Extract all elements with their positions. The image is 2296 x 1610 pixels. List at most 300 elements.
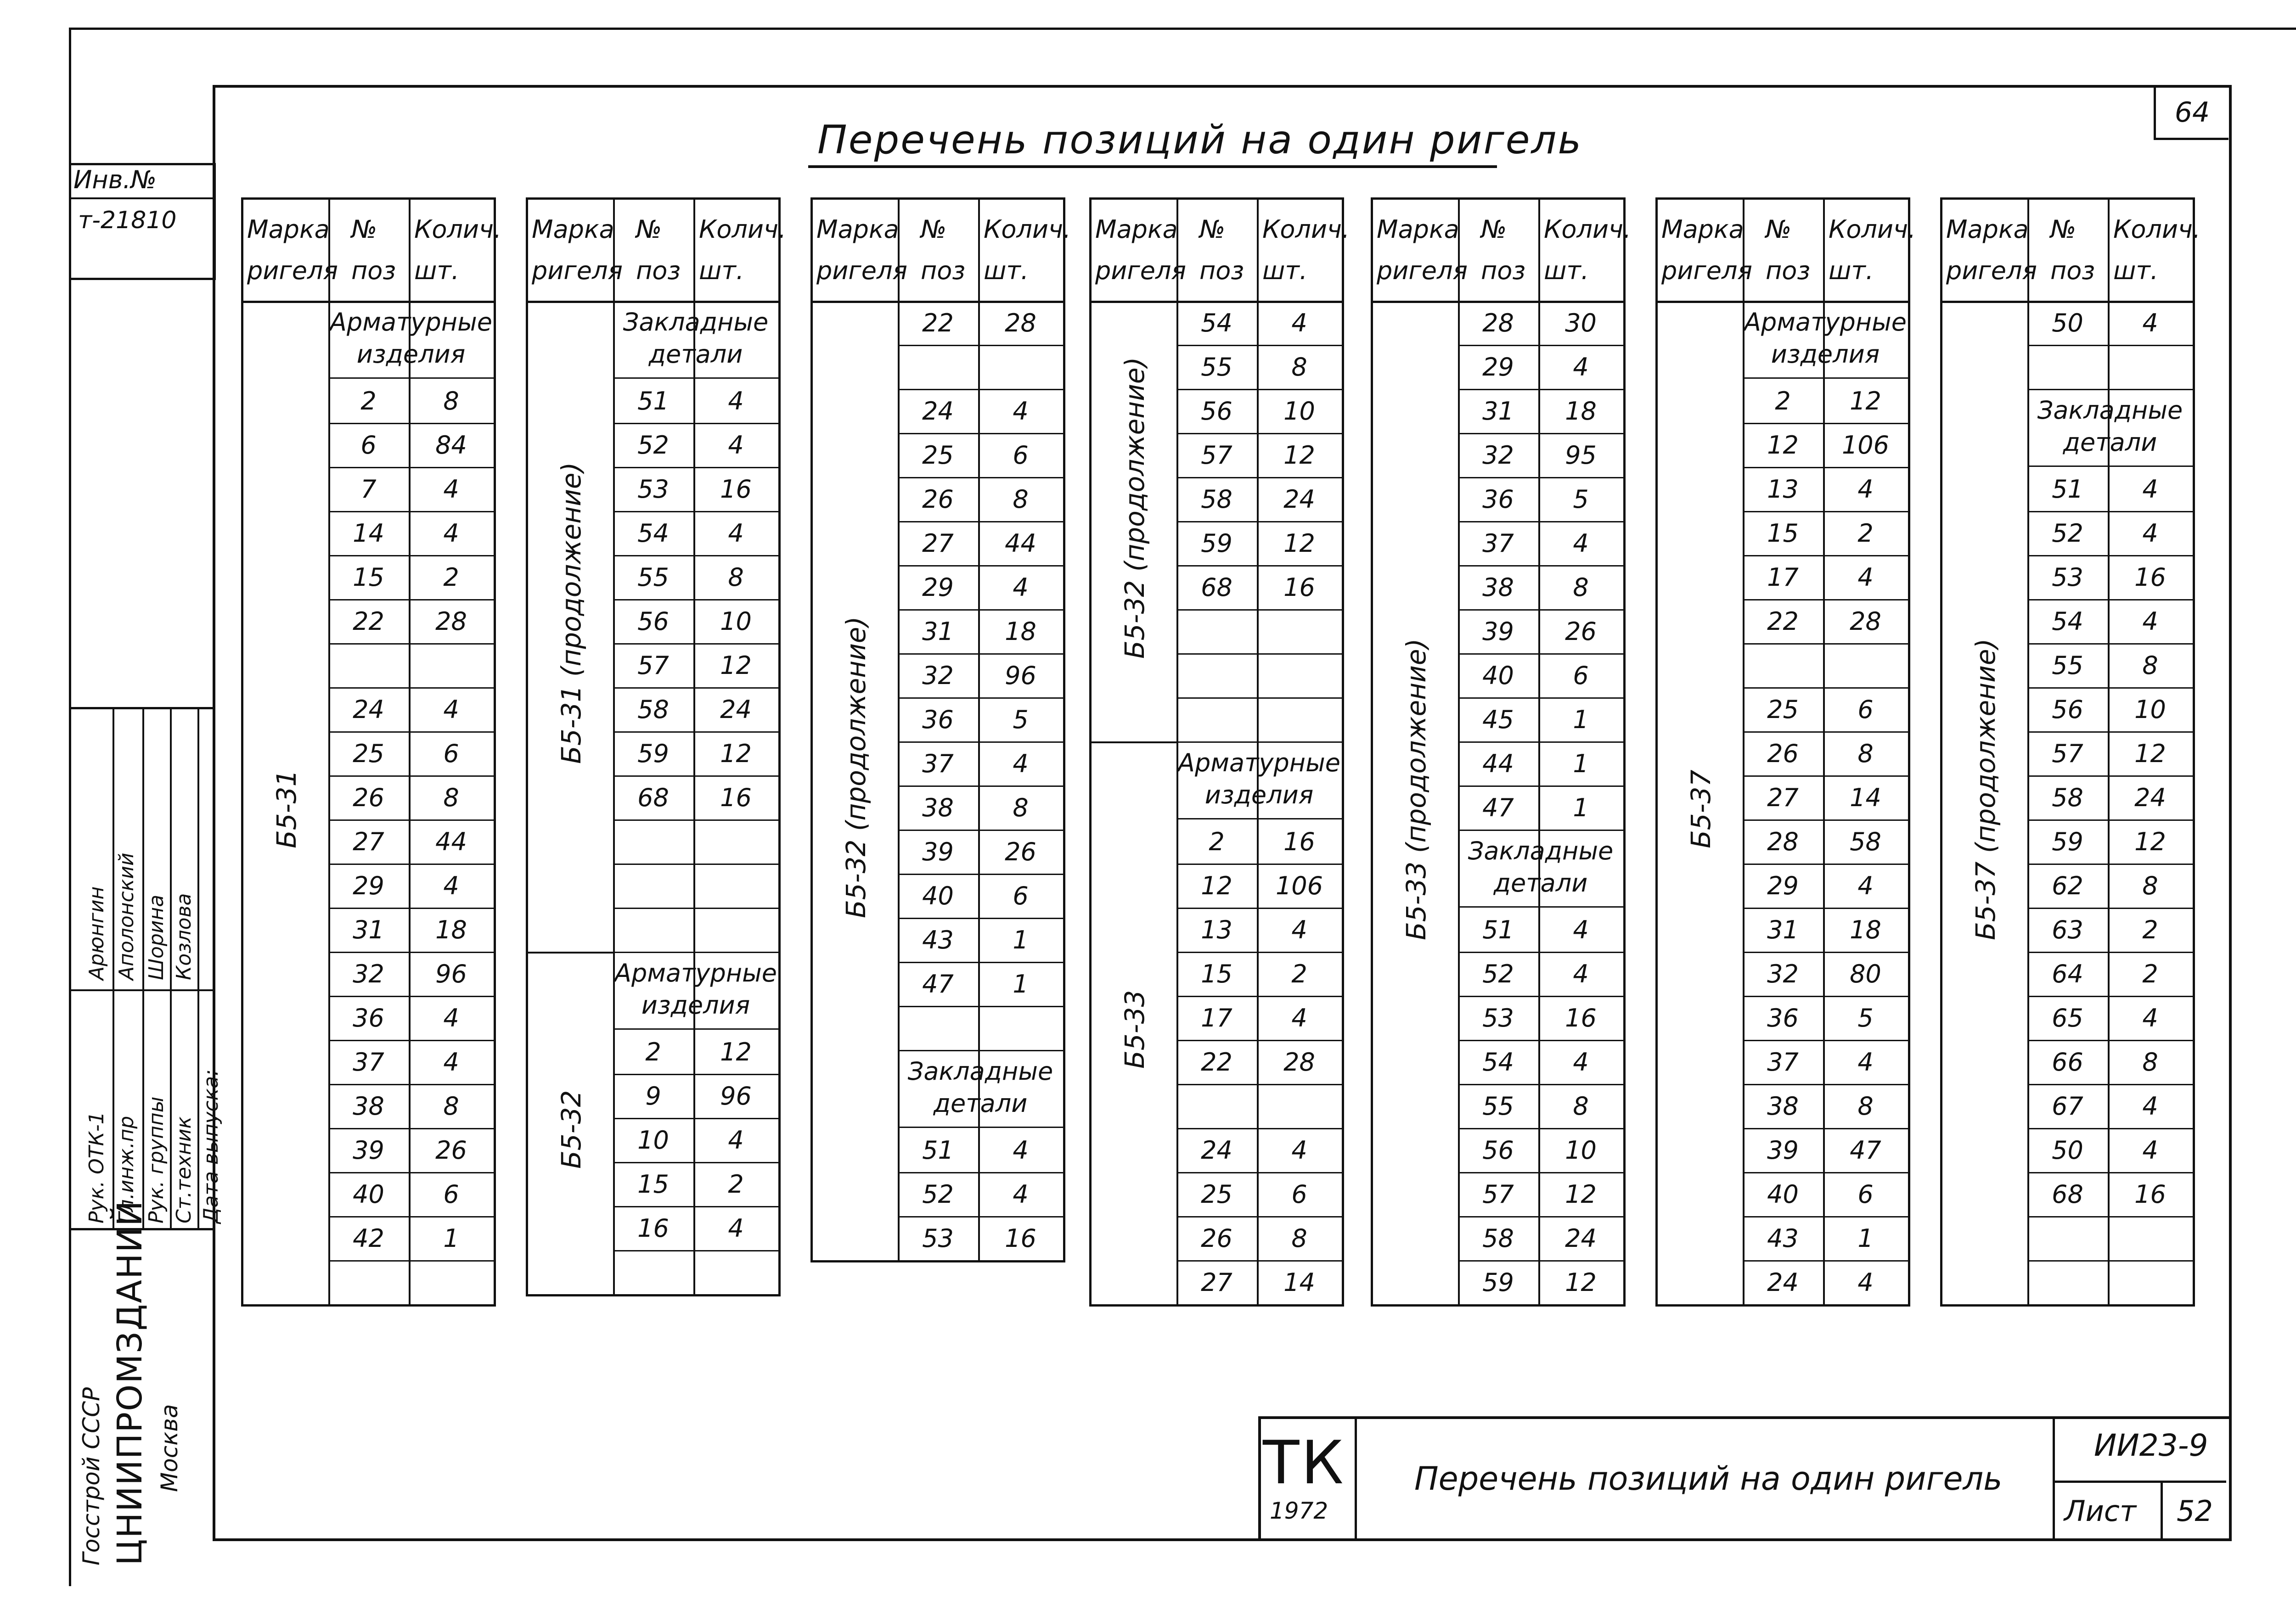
position-number: 32	[353, 959, 384, 988]
position-number: 29	[1482, 352, 1514, 381]
quantity	[2108, 1260, 2193, 1304]
table-row	[1176, 1128, 1342, 1173]
section-heading: Арматурные изделия	[1743, 306, 1908, 379]
quantity	[693, 908, 778, 952]
header-col3-line: Колич.	[1262, 215, 1350, 244]
position-number: 54	[1201, 308, 1232, 337]
quantity: 4	[1013, 572, 1029, 602]
org-line1: Госстрой СССР	[78, 1387, 105, 1565]
table-row	[1176, 864, 1342, 909]
header-col1-line: ригеля	[247, 256, 338, 285]
quantity: 14	[1283, 1268, 1315, 1297]
table-row	[328, 996, 494, 1041]
table-row	[898, 1216, 1063, 1262]
position-number: 52	[2052, 518, 2083, 548]
header-col3-line: Колич.	[1544, 215, 1632, 244]
position-number: 17	[1767, 562, 1799, 592]
position-number: 59	[1482, 1268, 1514, 1297]
header-col3-line: шт.	[1544, 256, 1589, 285]
table-row	[328, 1040, 494, 1085]
quantity: 4	[443, 871, 459, 900]
quantity: 5	[1013, 705, 1029, 734]
position-number: 51	[637, 386, 669, 415]
table-row	[328, 379, 494, 424]
header-col2-line: №	[921, 215, 947, 244]
quantity	[978, 1006, 1063, 1050]
position-number: 7	[360, 474, 377, 504]
position-number: 40	[353, 1179, 384, 1209]
quantity: 4	[1573, 915, 1589, 944]
quantity: 16	[2134, 1179, 2166, 1209]
page-title: Перечень позиций на один ригель	[817, 117, 1583, 163]
position-number: 26	[1201, 1223, 1232, 1253]
position-number: 15	[1767, 518, 1799, 548]
quantity: 4	[443, 474, 459, 504]
table-row	[1458, 345, 1623, 390]
table-row	[898, 521, 1063, 567]
table-row	[898, 477, 1063, 522]
header-col3-line: шт.	[414, 256, 460, 285]
beam-mark: Б5-32 (продолжение)	[1119, 357, 1150, 659]
table-row	[1176, 345, 1342, 390]
table-row	[1458, 908, 1623, 953]
beam-mark: Б5-32 (продолжение)	[840, 616, 872, 918]
quantity: 4	[1857, 1268, 1874, 1297]
table-row	[1176, 908, 1342, 953]
quantity: 8	[1013, 793, 1029, 822]
table-row	[1176, 433, 1342, 478]
quantity: 4	[443, 1003, 459, 1032]
title-block-divider	[1355, 1416, 1357, 1538]
position-number: 53	[1482, 1003, 1514, 1032]
header-col3-line: шт.	[984, 256, 1029, 285]
table-row	[1743, 908, 1908, 953]
position-number: 25	[353, 739, 384, 768]
positions-table	[1371, 197, 1632, 1307]
position-number: 56	[637, 606, 669, 636]
table-row	[898, 785, 1063, 831]
quantity	[409, 1260, 494, 1304]
position-number: 68	[2052, 1179, 2083, 1209]
position-number: 43	[1767, 1223, 1799, 1253]
position-number: 55	[2052, 651, 2083, 680]
header-col3-line: Колич.	[2113, 215, 2201, 244]
quantity: 18	[435, 915, 467, 944]
table-row	[2027, 1040, 2193, 1085]
table-row	[613, 379, 778, 424]
quantity: 8	[1013, 484, 1029, 514]
table-row	[1458, 697, 1623, 743]
section-heading: Арматурные изделия	[328, 306, 494, 379]
quantity: 26	[1565, 617, 1597, 646]
quantity: 8	[728, 562, 744, 592]
quantity: 10	[2134, 695, 2166, 724]
header-col2-line: поз	[921, 256, 966, 285]
quantity: 6	[443, 1179, 459, 1209]
table-row	[328, 1216, 494, 1262]
position-number: 55	[1482, 1091, 1514, 1121]
position-number: 54	[637, 518, 669, 548]
quantity: 16	[1283, 827, 1315, 856]
section-heading: Закладные детали	[2027, 394, 2193, 467]
positions-table	[1940, 197, 2201, 1307]
table-row	[898, 565, 1063, 611]
tk-stamp: ТК	[1263, 1428, 1345, 1498]
quantity: 4	[2142, 1135, 2158, 1165]
year: 1972	[1270, 1498, 1328, 1524]
quantity: 10	[1565, 1135, 1597, 1165]
table-row	[1458, 433, 1623, 478]
quantity: 14	[1850, 783, 1881, 812]
position-number: 55	[637, 562, 669, 592]
position-number: 12	[1767, 430, 1799, 460]
table-row	[1458, 1084, 1623, 1129]
table-row	[1743, 864, 1908, 909]
position-number: 52	[922, 1179, 954, 1209]
header-col2-line: поз	[1481, 256, 1526, 285]
table-row	[1176, 1084, 1342, 1129]
table-row	[1176, 819, 1342, 865]
table-row	[1176, 952, 1342, 997]
sig-divider	[142, 709, 144, 1228]
position-number	[1743, 643, 1823, 687]
quantity: 6	[1857, 1179, 1874, 1209]
signature-role: Рук. ОТК-1	[85, 1111, 108, 1223]
header-col1-line: Марка	[1946, 215, 2029, 244]
position-number	[328, 643, 409, 687]
quantity: 18	[1565, 396, 1597, 426]
positions-table	[810, 197, 1071, 1262]
position-number: 38	[922, 793, 954, 822]
position-number: 57	[1201, 440, 1232, 470]
table-row	[328, 1172, 494, 1217]
table-row	[613, 1250, 778, 1296]
table-row	[1458, 477, 1623, 522]
quantity: 4	[1291, 1003, 1307, 1032]
quantity: 8	[2142, 1047, 2158, 1077]
quantity: 6	[1857, 695, 1874, 724]
table-row	[2027, 908, 2193, 953]
header-col2-line: поз	[1766, 256, 1811, 285]
position-number	[898, 1006, 978, 1050]
position-number: 37	[353, 1047, 384, 1077]
table-row	[328, 908, 494, 953]
position-number: 22	[1767, 606, 1799, 636]
position-number: 45	[1482, 705, 1514, 734]
table-row	[613, 864, 778, 909]
quantity: 4	[728, 1213, 744, 1243]
quantity: 18	[1850, 915, 1881, 944]
quantity: 6	[1013, 440, 1029, 470]
quantity: 4	[1291, 1135, 1307, 1165]
position-number: 58	[2052, 783, 2083, 812]
position-number	[328, 1260, 409, 1304]
position-number	[2027, 1260, 2108, 1304]
quantity: 8	[1573, 572, 1589, 602]
sig-divider	[170, 709, 172, 1228]
table-row	[328, 952, 494, 997]
table-row	[2027, 864, 2193, 909]
table-row	[328, 775, 494, 821]
position-number	[613, 908, 693, 952]
quantity: 44	[435, 827, 467, 856]
position-number: 37	[922, 749, 954, 778]
position-number: 39	[922, 837, 954, 866]
position-number: 22	[922, 308, 954, 337]
position-number: 55	[1201, 352, 1232, 381]
position-number: 59	[637, 739, 669, 768]
quantity: 95	[1565, 440, 1597, 470]
position-number: 36	[1767, 1003, 1799, 1032]
quantity: 96	[720, 1081, 752, 1111]
table-row	[2027, 1172, 2193, 1217]
quantity: 5	[1573, 484, 1589, 514]
position-number: 38	[1482, 572, 1514, 602]
beam-mark: Б5-33	[1119, 990, 1150, 1069]
position-number	[2027, 1216, 2108, 1260]
header-col2-line: №	[351, 215, 377, 244]
table-row	[613, 511, 778, 556]
position-number: 16	[637, 1213, 669, 1243]
position-number: 22	[1201, 1047, 1232, 1077]
table-row	[1458, 301, 1623, 346]
position-number: 52	[637, 430, 669, 460]
signature-block	[69, 707, 223, 1230]
table-row	[2027, 599, 2193, 645]
quantity: 6	[1291, 1179, 1307, 1209]
table-row	[328, 1128, 494, 1173]
quantity: 4	[2142, 1003, 2158, 1032]
table-row	[1176, 1260, 1342, 1306]
header-col2-line: №	[2050, 215, 2077, 244]
table-row	[1176, 996, 1342, 1041]
quantity: 16	[720, 474, 752, 504]
table-row	[2027, 555, 2193, 600]
table-row	[1743, 819, 1908, 865]
table-row	[2027, 643, 2193, 689]
header-col1-line: ригеля	[816, 256, 907, 285]
table-row	[1743, 687, 1908, 733]
position-number: 29	[1767, 871, 1799, 900]
quantity: 6	[443, 739, 459, 768]
position-number: 15	[1201, 959, 1232, 988]
position-number: 54	[1482, 1047, 1514, 1077]
quantity: 24	[720, 695, 752, 724]
table-row	[1176, 1216, 1342, 1262]
position-number: 51	[1482, 915, 1514, 944]
quantity: 4	[1573, 352, 1589, 381]
quantity: 4	[2142, 606, 2158, 636]
position-number: 38	[353, 1091, 384, 1121]
table-row	[328, 731, 494, 777]
quantity: 28	[1283, 1047, 1315, 1077]
table-row	[2027, 952, 2193, 997]
table-row	[898, 874, 1063, 919]
position-number: 39	[1767, 1135, 1799, 1165]
table-row	[1743, 775, 1908, 821]
position-number: 53	[637, 474, 669, 504]
table-row	[613, 423, 778, 468]
table-row	[1458, 1172, 1623, 1217]
quantity: 4	[443, 1047, 459, 1077]
positions-table	[1655, 197, 1916, 1307]
position-number: 2	[1209, 827, 1225, 856]
quantity: 6	[1573, 661, 1589, 690]
position-number: 63	[2052, 915, 2083, 944]
table-row	[2027, 731, 2193, 777]
quantity: 4	[443, 518, 459, 548]
table-row	[2027, 1216, 2193, 1262]
position-number: 58	[1482, 1223, 1514, 1253]
table-row	[2027, 996, 2193, 1041]
quantity	[2108, 345, 2193, 389]
position-number: 50	[2052, 1135, 2083, 1165]
quantity: 8	[443, 783, 459, 812]
sheet-label: Лист	[2064, 1494, 2137, 1528]
table-row	[1743, 1216, 1908, 1262]
table-row	[1743, 996, 1908, 1041]
quantity: 12	[1850, 386, 1881, 415]
table-row	[1458, 785, 1623, 831]
position-number	[1176, 697, 1257, 741]
section-heading: Арматурные изделия	[613, 957, 778, 1030]
quantity: 4	[1013, 1179, 1029, 1209]
table-row	[1743, 1260, 1908, 1306]
position-number: 62	[2052, 871, 2083, 900]
position-number: 26	[1767, 739, 1799, 768]
table-row	[1743, 379, 1908, 424]
quantity: 12	[720, 651, 752, 680]
position-number: 50	[2052, 308, 2083, 337]
quantity: 16	[2134, 562, 2166, 592]
position-number: 27	[353, 827, 384, 856]
document-code: ИИ23-9	[2094, 1428, 2208, 1463]
quantity: 1	[1857, 1223, 1874, 1253]
beam-mark: Б5-37	[1685, 769, 1716, 848]
table-row	[898, 1128, 1063, 1173]
quantity	[1257, 1084, 1342, 1128]
header-col2-line: №	[1766, 215, 1792, 244]
position-number: 6	[360, 430, 377, 460]
title-underline	[808, 165, 1497, 168]
position-number: 56	[1201, 396, 1232, 426]
table-row	[328, 555, 494, 600]
table-row	[613, 555, 778, 600]
header-col3-line: шт.	[699, 256, 744, 285]
quantity	[1257, 697, 1342, 741]
quantity: 28	[435, 606, 467, 636]
quantity	[978, 345, 1063, 389]
table-row	[1743, 1128, 1908, 1173]
table-row	[2027, 775, 2193, 821]
table-row	[328, 864, 494, 909]
position-number: 39	[353, 1135, 384, 1165]
position-number: 40	[1767, 1179, 1799, 1209]
quantity: 8	[443, 1091, 459, 1121]
beam-mark: Б5-31 (продолжение)	[556, 462, 587, 764]
position-number: 47	[1482, 793, 1514, 822]
table-row	[1176, 609, 1342, 655]
table-row	[898, 962, 1063, 1007]
table-row	[1458, 1216, 1623, 1262]
header-col1-line: Марка	[1095, 215, 1178, 244]
quantity: 4	[1857, 474, 1874, 504]
position-number: 59	[2052, 827, 2083, 856]
quantity: 24	[2134, 783, 2166, 812]
org-line2: ЦНИИПРОМЗДАНИЙ	[110, 1200, 150, 1565]
position-number: 13	[1767, 474, 1799, 504]
table-row	[898, 697, 1063, 743]
position-number: 65	[2052, 1003, 2083, 1032]
position-number: 36	[353, 1003, 384, 1032]
quantity: 2	[1857, 518, 1874, 548]
quantity: 1	[1573, 793, 1589, 822]
table-row	[1176, 301, 1342, 346]
position-number	[2027, 345, 2108, 389]
position-number: 36	[1482, 484, 1514, 514]
position-number: 51	[922, 1135, 954, 1165]
section-heading: Закладные детали	[898, 1055, 1063, 1128]
table-row	[1458, 741, 1623, 787]
table-row	[613, 819, 778, 865]
table-row	[2027, 345, 2193, 390]
quantity: 6	[1013, 881, 1029, 910]
table-row	[613, 908, 778, 953]
header-col1-line: Марка	[1377, 215, 1459, 244]
quantity: 4	[1857, 1047, 1874, 1077]
position-number: 27	[1767, 783, 1799, 812]
quantity	[2108, 1216, 2193, 1260]
table-row	[1458, 1260, 1623, 1306]
quantity: 2	[2142, 959, 2158, 988]
quantity: 8	[1291, 352, 1307, 381]
sig-divider	[69, 989, 214, 991]
quantity: 28	[1005, 308, 1036, 337]
positions-table	[241, 197, 502, 1307]
position-number: 15	[353, 562, 384, 592]
table-row	[328, 599, 494, 645]
table-row	[328, 511, 494, 556]
position-number: 24	[922, 396, 954, 426]
position-number	[613, 819, 693, 864]
position-number: 57	[2052, 739, 2083, 768]
table-row	[1458, 565, 1623, 611]
position-number: 56	[1482, 1135, 1514, 1165]
position-number: 2	[645, 1037, 661, 1066]
position-number: 66	[2052, 1047, 2083, 1077]
position-number: 38	[1767, 1091, 1799, 1121]
header-col3-line: Колич.	[984, 215, 1071, 244]
inventory-number: т-21810	[78, 207, 177, 234]
position-number: 32	[922, 661, 954, 690]
table-row	[1743, 1172, 1908, 1217]
quantity: 47	[1850, 1135, 1881, 1165]
table-row	[613, 1118, 778, 1163]
header-col3-line: Колич.	[1829, 215, 1916, 244]
table-row	[1743, 423, 1908, 468]
position-number	[1176, 609, 1257, 653]
table-row	[898, 1006, 1063, 1051]
quantity: 2	[2142, 915, 2158, 944]
quantity: 12	[1565, 1179, 1597, 1209]
quantity: 26	[435, 1135, 467, 1165]
header-col2-line: поз	[351, 256, 396, 285]
quantity: 4	[1013, 396, 1029, 426]
position-number: 29	[353, 871, 384, 900]
title-block-divider	[2053, 1481, 2226, 1483]
table-row	[1176, 653, 1342, 699]
quantity: 2	[443, 562, 459, 592]
